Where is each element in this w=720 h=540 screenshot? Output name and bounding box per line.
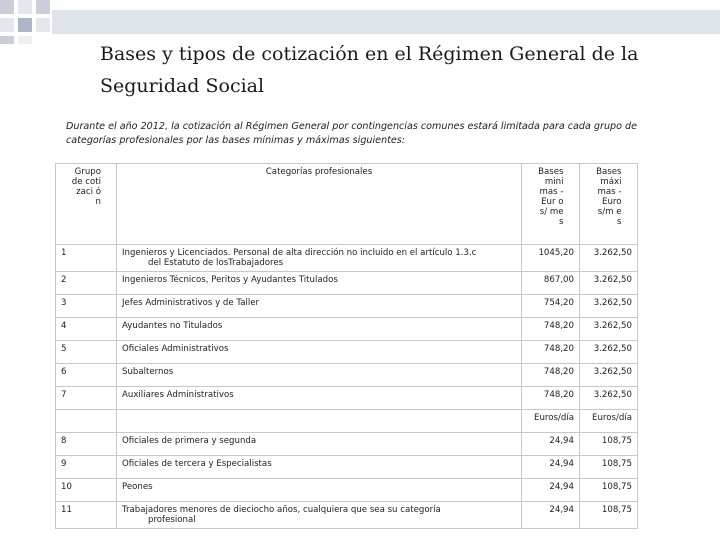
row-category-cell <box>117 245 522 272</box>
category-text: Jefes Administrativos y de Taller <box>122 298 260 308</box>
category-text: Oficiales Administrativos <box>122 344 229 354</box>
row-max-cell: 3.262,50 <box>580 387 638 410</box>
table-row <box>56 364 638 387</box>
deco-square <box>0 18 14 32</box>
row-category-cell <box>117 318 522 341</box>
row-group-cell: 3 <box>56 295 117 318</box>
category-text: Peones <box>122 482 153 492</box>
row-min-cell: 24,94 <box>522 479 580 502</box>
row-group-cell: 10 <box>56 479 117 502</box>
table-row <box>56 433 638 456</box>
category-text: Subalternos <box>122 367 174 377</box>
row-max-cell: 3.262,50 <box>580 245 638 272</box>
row-max-cell: 3.262,50 <box>580 272 638 295</box>
row-category-cell <box>117 502 522 529</box>
header-max-base <box>580 164 638 245</box>
category-text: Oficiales de tercera y Especialistas <box>122 459 272 469</box>
deco-square <box>36 18 50 32</box>
header-band <box>52 10 720 34</box>
header-max-label: Bases máxi mas - Euro s/m es <box>596 167 622 227</box>
table-row <box>56 456 638 479</box>
category-text: Ingenieros Técnicos, Peritos y Ayudantes Titulados <box>122 275 338 285</box>
row-group-cell: 1 <box>56 245 117 272</box>
row-min-cell: 748,20 <box>522 387 580 410</box>
intro-text: Durante el año 2012, la cotización al Régimen General por contingencias comunes estará limitada para cada grupo de categorías profesionales por las bases mínimas y máximas siguientes: <box>66 121 638 146</box>
deco-square <box>18 18 32 32</box>
row-category-cell <box>117 364 522 387</box>
row-category-cell <box>117 456 522 479</box>
row-max-cell: 108,75 <box>580 433 638 456</box>
row-group-cell: 6 <box>56 364 117 387</box>
deco-square <box>18 36 32 44</box>
unit-min-cell: Euros/día <box>522 410 580 433</box>
deco-square <box>0 36 14 44</box>
table-row <box>56 341 638 364</box>
deco-square <box>0 0 14 14</box>
row-category-cell <box>117 272 522 295</box>
row-max-cell: 3.262,50 <box>580 364 638 387</box>
row-group-cell: 8 <box>56 433 117 456</box>
row-group-cell: 7 <box>56 387 117 410</box>
header-group-label: Grupo de coti zaci ón <box>71 167 101 207</box>
row-category-cell <box>117 295 522 318</box>
contribution-table <box>55 163 638 529</box>
row-max-cell: 3.262,50 <box>580 295 638 318</box>
unit-row <box>56 410 638 433</box>
row-category-cell <box>117 479 522 502</box>
deco-square <box>18 0 32 14</box>
table-header-row <box>56 164 638 245</box>
unit-max-cell: Euros/día <box>580 410 638 433</box>
table-row <box>56 245 638 272</box>
table-row <box>56 295 638 318</box>
row-category-cell <box>117 387 522 410</box>
row-group-cell: 9 <box>56 456 117 479</box>
category-text: Trabajadores menores de dieciocho años, cualquiera que sea su categoría <box>122 505 441 515</box>
row-group-cell: 11 <box>56 502 117 529</box>
row-min-cell: 748,20 <box>522 364 580 387</box>
row-min-cell: 1045,20 <box>522 245 580 272</box>
category-text: Oficiales de primera y segunda <box>122 436 257 446</box>
table-row <box>56 318 638 341</box>
row-min-cell: 748,20 <box>522 341 580 364</box>
unit-empty-cell <box>117 410 522 433</box>
row-min-cell: 24,94 <box>522 433 580 456</box>
row-min-cell: 24,94 <box>522 456 580 479</box>
row-max-cell: 108,75 <box>580 479 638 502</box>
deco-square <box>36 0 50 14</box>
row-max-cell: 3.262,50 <box>580 318 638 341</box>
unit-empty-cell <box>56 410 117 433</box>
table-row <box>56 502 638 529</box>
category-text: Auxiliares Administrativos <box>122 390 234 400</box>
row-max-cell: 108,75 <box>580 456 638 479</box>
row-min-cell: 24,94 <box>522 502 580 529</box>
row-min-cell: 754,20 <box>522 295 580 318</box>
row-min-cell: 748,20 <box>522 318 580 341</box>
row-min-cell: 867,00 <box>522 272 580 295</box>
table-row <box>56 272 638 295</box>
header-min-base <box>522 164 580 245</box>
header-group <box>56 164 117 245</box>
row-category-cell <box>117 341 522 364</box>
header-category: Categorías profesionales <box>117 164 522 245</box>
table-row <box>56 479 638 502</box>
row-group-cell: 2 <box>56 272 117 295</box>
row-max-cell: 108,75 <box>580 502 638 529</box>
row-group-cell: 4 <box>56 318 117 341</box>
category-text-continued: profesional <box>148 515 196 525</box>
table-row <box>56 387 638 410</box>
row-category-cell <box>117 433 522 456</box>
category-text: Ayudantes no Titulados <box>122 321 223 331</box>
category-text-continued: del Estatuto de losTrabajadores <box>148 258 284 268</box>
header-min-label: Bases mini mas - Eur os/ mes <box>538 167 564 227</box>
row-group-cell: 5 <box>56 341 117 364</box>
slide-title: Bases y tipos de cotización en el Régimen General de la Seguridad Social <box>100 43 639 97</box>
row-max-cell: 3.262,50 <box>580 341 638 364</box>
category-text: Ingenieros y Licenciados. Personal de alta dirección no incluido en el artículo 1.3.c <box>122 248 477 258</box>
